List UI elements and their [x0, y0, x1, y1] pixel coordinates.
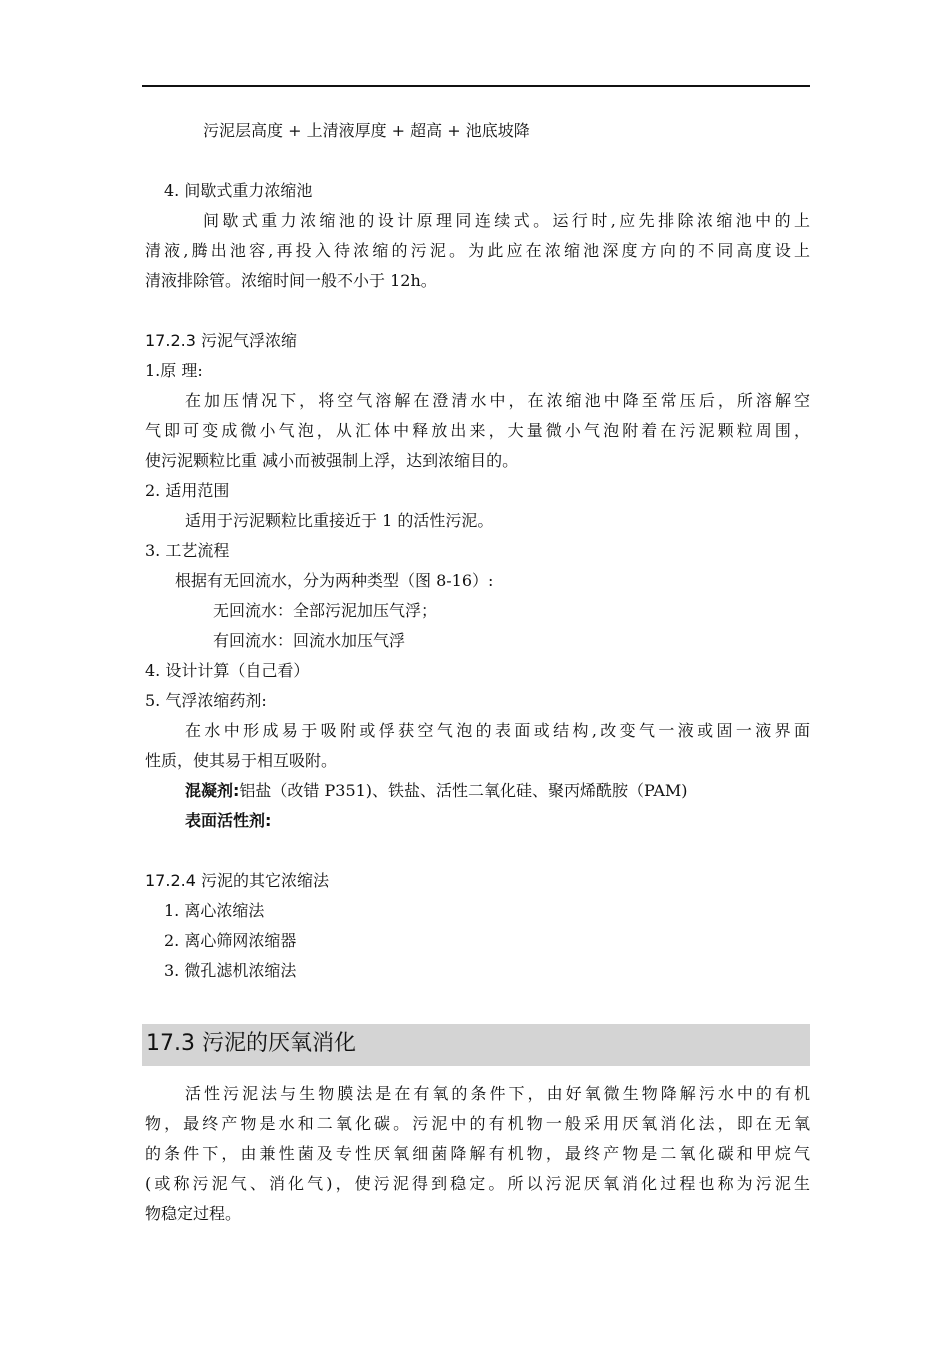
paragraph-line: 适用于污泥颗粒比重接近于 1 的活性污泥。 — [185, 511, 494, 530]
item-title-scope: 2. 适用范围 — [145, 481, 230, 500]
formula-line: 污泥层高度 + 上清液厚度 + 超高 + 池底坡降 — [203, 121, 530, 140]
item-title-process: 3. 工艺流程 — [145, 541, 230, 560]
list-item: 3. 微孔滤机浓缩法 — [164, 961, 297, 980]
process-item: 有回流水：回流水加压气浮 — [213, 631, 406, 650]
paragraph-line: (或称污泥气、消化气)，使污泥得到稳定。所以污泥厌氧消化过程也称为污泥生 — [145, 1174, 810, 1193]
paragraph-line: 物，最终产物是水和二氧化碳。污泥中的有机物一般采用厌氧消化法，即在无氧 — [145, 1114, 810, 1133]
header-rule — [142, 85, 810, 87]
coagulant-text: 铝盐（改错 P351)、铁盐、活性二氧化硅、聚丙烯酰胺（PAM) — [239, 781, 688, 800]
surfactant-label: 表面活性剂: — [185, 811, 272, 830]
paragraph-line: 清液排除管。浓缩时间一般不小于 12h。 — [145, 271, 437, 290]
item-title-agents: 5. 气浮浓缩药剂: — [145, 691, 267, 710]
section-heading-17-2-4: 17.2.4 污泥的其它浓缩法 — [145, 871, 329, 890]
list-item: 1. 离心浓缩法 — [164, 901, 265, 920]
paragraph-line: 使污泥颗粒比重 减小而被强制上浮，达到浓缩目的。 — [145, 451, 519, 470]
process-item: 无回流水：全部污泥加压气浮； — [213, 601, 438, 620]
paragraph-line: 间歇式重力浓缩池的设计原理同连续式。运行时,应先排除浓缩池中的上 — [203, 211, 810, 230]
paragraph-line: 性质，使其易于相互吸附。 — [145, 751, 338, 770]
list-item: 2. 离心筛网浓缩器 — [164, 931, 297, 950]
section-title-17-3: 17.3 污泥的厌氧消化 — [146, 1031, 356, 1056]
paragraph-line: 的条件下，由兼性菌及专性厌氧细菌降解有机物，最终产物是二氧化碳和甲烷气 — [145, 1144, 810, 1163]
item-title-design: 4. 设计计算（自己看） — [145, 661, 310, 680]
coagulant-line — [185, 780, 688, 802]
paragraph-line: 根据有无回流水，分为两种类型（图 8-16）: — [175, 571, 494, 590]
section-heading-17-2-3: 17.2.3 污泥气浮浓缩 — [145, 331, 297, 350]
paragraph-line: 物稳定过程。 — [145, 1204, 242, 1223]
coagulant-label: 混凝剂: — [185, 781, 240, 800]
paragraph-line: 清液,腾出池容,再投入待浓缩的污泥。为此应在浓缩池深度方向的不同高度设上 — [145, 241, 810, 260]
paragraph-line: 活性污泥法与生物膜法是在有氧的条件下，由好氧微生物降解污水中的有机 — [185, 1084, 810, 1103]
subsection-heading-4: 4. 间歇式重力浓缩池 — [164, 181, 313, 200]
item-title-principle: 1.原 理: — [145, 361, 203, 380]
paragraph-line: 在水中形成易于吸附或俘获空气泡的表面或结构,改变气一液或固一液界面 — [185, 721, 810, 740]
paragraph-line: 在加压情况下，将空气溶解在澄清水中，在浓缩池中降至常压后，所溶解空 — [185, 391, 810, 410]
paragraph-line: 气即可变成微小气泡，从汇体中释放出来，大量微小气泡附着在污泥颗粒周围， — [145, 421, 810, 440]
